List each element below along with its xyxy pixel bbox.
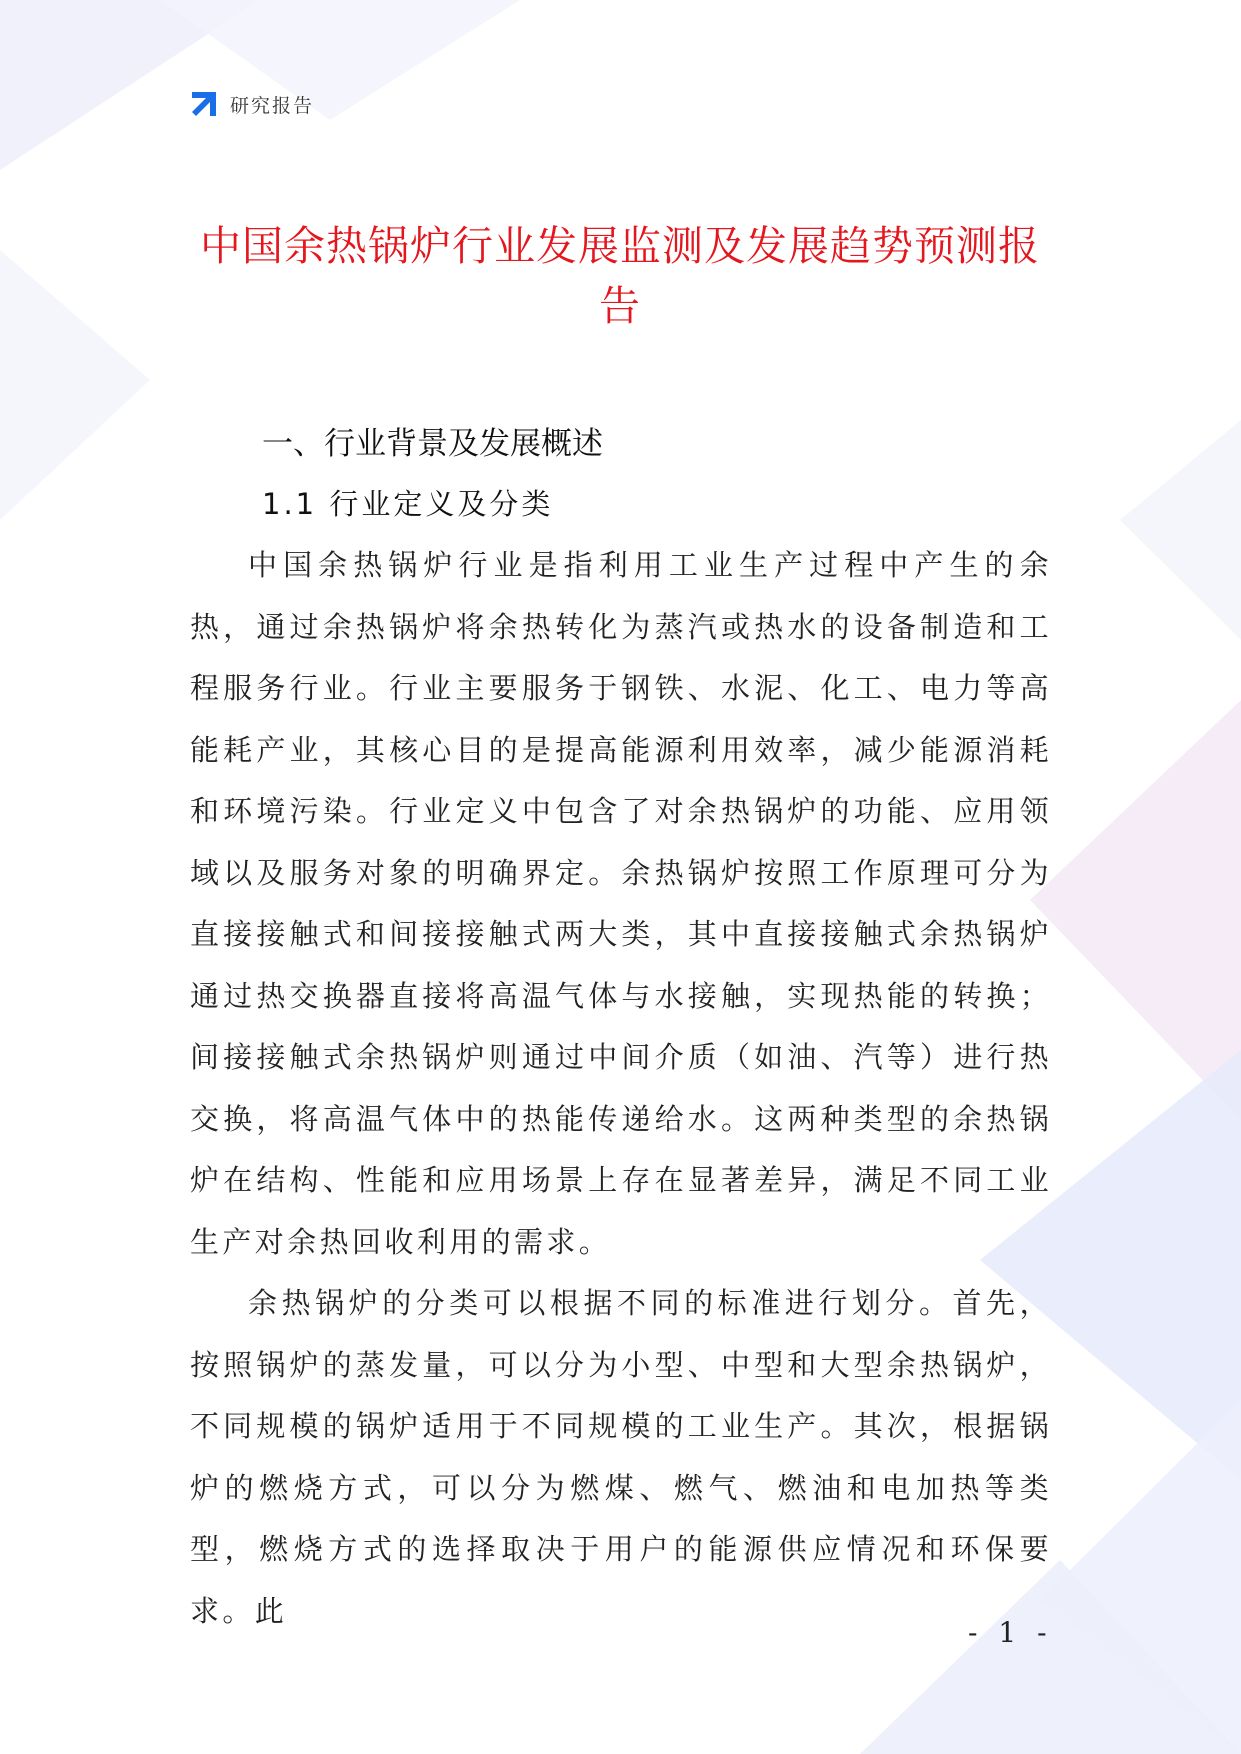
document-title: 中国余热锅炉行业发展监测及发展趋势预测报告 [200,222,1040,330]
report-header [188,88,314,120]
subsection-heading: 1.1 行业定义及分类 [262,487,554,521]
paragraph-1: 中国余热锅炉行业是指利用工业生产过程中产生的余热，通过余热锅炉将余热转化为蒸汽或热水的设备制造和工程服务行业。行业主要服务于钢铁、水泥、化工、电力等高能耗产业，其核心目的是提高能源利用效率，减少能源消耗和环境污染。行业定义中包含了对余热锅炉的功能、应用领域以及服务对象的明确界定。余热锅炉按照工作原理可分为直接接触式和间接接触式两大类，其中直接接触式余热锅炉通过热交换器直接将高温气体与水接触，实现热能的转换；间接接触式余热锅炉则通过中间介质（如油、汽等）进行热交换，将高温气体中的热能传递给水。这两种类型的余热锅炉在结构、性能和应用场景上存在显著差异，满足不同工业生产对余热回收利用的需求。 [190,548,1052,1259]
header-label: 研究报告 [230,94,315,117]
arrow-up-right-icon [188,88,220,120]
section-heading: 一、行业背景及发展概述 [262,426,603,462]
page-number: - 1 - [968,1616,1053,1649]
paragraph-2: 余热锅炉的分类可以根据不同的标准进行划分。首先，按照锅炉的蒸发量，可以分为小型、中型和大型余热锅炉，不同规模的锅炉适用于不同规模的工业生产。其次，根据锅炉的燃烧方式，可以分为燃煤、燃气、燃油和电加热等类型，燃烧方式的选择取决于用户的能源供应情况和环保要求。此 [190,1286,1052,1628]
body-text [190,535,1052,1642]
